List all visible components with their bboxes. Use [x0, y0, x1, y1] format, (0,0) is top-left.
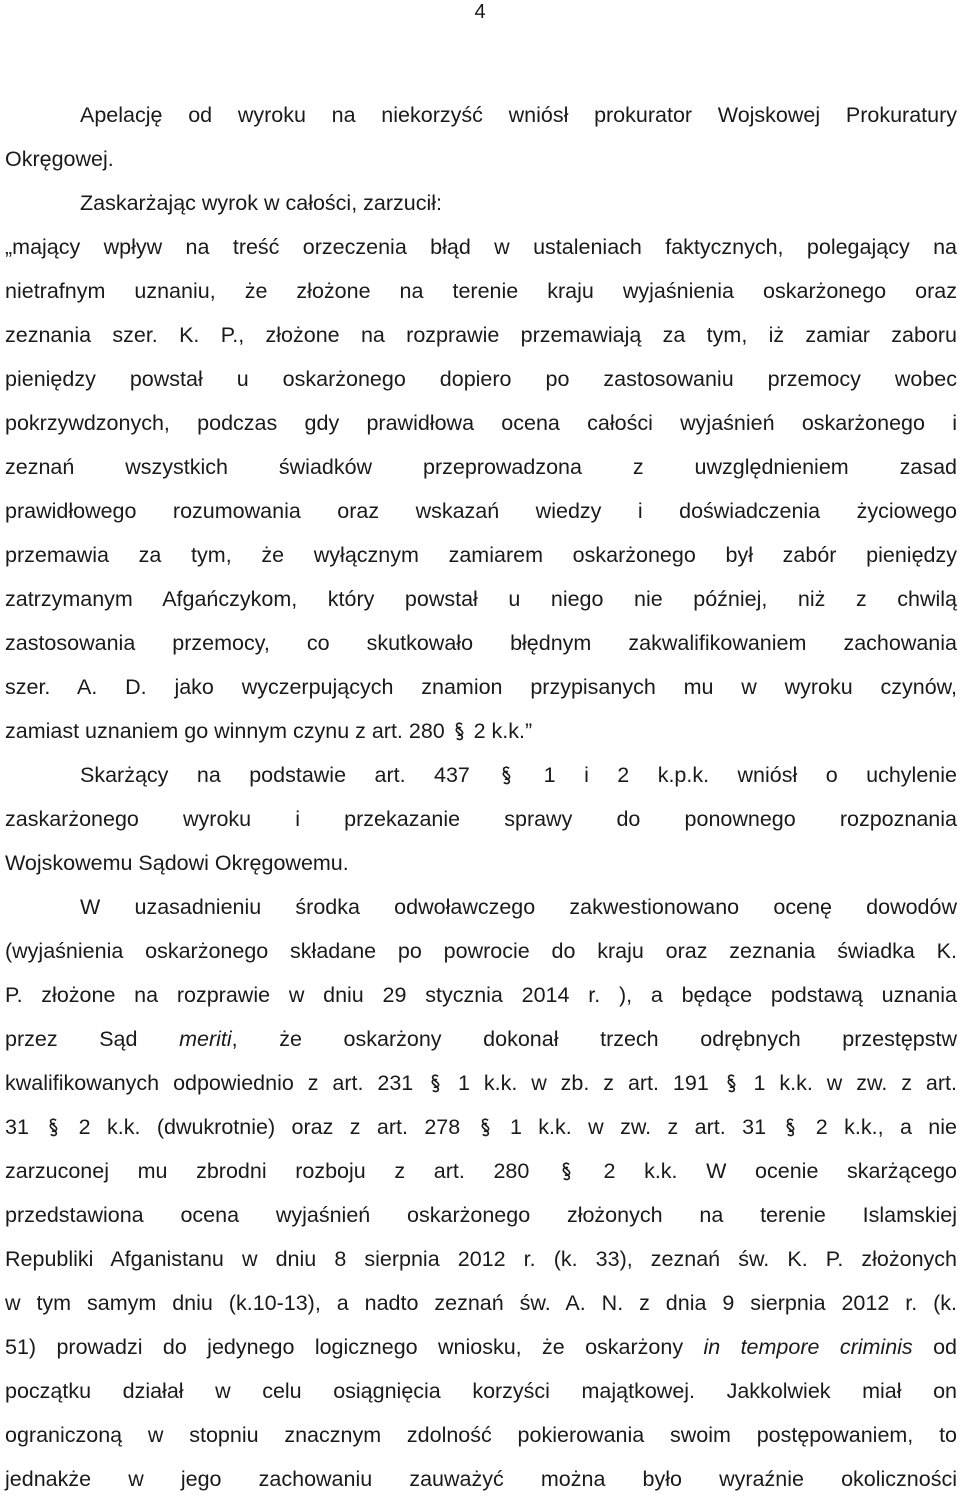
text-line: Okręgowej.: [5, 147, 114, 171]
text-segment: 1 k.k. w zw. z art.: [753, 1071, 957, 1095]
text-line: zaskarżonego wyroku i przekazanie sprawy do ponownego rozpoznania: [5, 807, 957, 831]
text-line: [5, 1112, 957, 1142]
text-segment: zamiast uznaniem go winnym czynu z art. 280: [5, 719, 445, 743]
section-sign-icon: [429, 1071, 442, 1096]
text-line: (wyjaśnienia oskarżonego składane po powrocie do kraju oraz zeznania świadka K.: [5, 939, 957, 963]
section-sign-icon: [500, 763, 513, 788]
text-line: zatrzymanym Afgańczykom, który powstał u niego nie później, niż z chwilą: [5, 587, 957, 611]
text-line: Apelację od wyroku na niekorzyść wniósł prokurator Wojskowej Prokuratury: [80, 103, 957, 127]
text-line: w tym samym dniu (k.10-13), a nadto zeznań św. A. N. z dnia 9 sierpnia 2012 r. (k.: [5, 1291, 957, 1315]
text-segment: 31: [5, 1115, 29, 1139]
italic-phrase: in tempore criminis: [703, 1335, 913, 1359]
text-segment: Skarżący na podstawie art. 437: [80, 763, 470, 787]
text-line: początku działał w celu osiągnięcia korzyści majątkowej. Jakkolwiek miał on: [5, 1379, 957, 1403]
page-number: 4: [474, 1, 486, 23]
section-sign-icon: [560, 1159, 573, 1184]
text-line: Zaskarżając wyrok w całości, zarzucił:: [80, 191, 443, 215]
text-line: zeznań wszystkich świadków przeprowadzona z uwzględnieniem zasad: [5, 455, 957, 479]
text-line: zeznania szer. K. P., złożone na rozprawie przemawiają za tym, iż zamiar zaboru: [5, 323, 957, 347]
text-line: ograniczoną w stopniu znacznym zdolność pokierowania swoim postępowaniem, to: [5, 1423, 957, 1447]
section-sign-icon: [784, 1115, 797, 1140]
text-line: W uzasadnieniu środka odwoławczego zakwestionowano ocenę dowodów: [80, 895, 957, 919]
text-line: [5, 716, 957, 746]
text-line: [5, 1024, 957, 1054]
text-line: [80, 760, 957, 790]
text-segment: , że oskarżony dokonał trzech odrębnych przestępstw: [231, 1027, 957, 1051]
text-segment: 51) prowadzi do jedynego logicznego wniosku, że oskarżony: [5, 1335, 704, 1359]
text-segment: 2 k.k. (dwukrotnie) oraz z art. 278: [78, 1115, 461, 1139]
text-line: prawidłowego rozumowania oraz wskazań wiedzy i doświadczenia życiowego: [5, 499, 957, 523]
text-segment: 2 k.k., a nie: [815, 1115, 957, 1139]
text-segment: kwalifikowanych odpowiednio z art. 231: [5, 1071, 414, 1095]
text-line: Wojskowemu Sądowi Okręgowemu.: [5, 851, 349, 875]
text-line: zastosowania przemocy, co skutkowało błędnym zakwalifikowaniem zachowania: [5, 631, 957, 655]
text-line: przemawia za tym, że wyłącznym zamiarem oskarżonego był zabór pieniędzy: [5, 543, 957, 567]
text-line: [5, 1068, 957, 1098]
section-sign-icon: [725, 1071, 738, 1096]
section-sign-icon: [479, 1115, 492, 1140]
text-line: szer. A. D. jako wyczerpujących znamion przypisanych mu w wyroku czynów,: [5, 675, 957, 699]
text-segment: zarzuconej mu zbrodni rozboju z art. 280: [5, 1159, 530, 1183]
text-line: Republiki Afganistanu w dniu 8 sierpnia 2012 r. (k. 33), zeznań św. K. P. złożonych: [5, 1247, 957, 1271]
text-segment: 1 k.k. w zw. z art. 31: [509, 1115, 767, 1139]
text-segment: 2 k.k.”: [473, 719, 533, 743]
text-segment: 2 k.k. W ocenie skarżącego: [603, 1159, 957, 1183]
text-segment: przez Sąd: [5, 1027, 180, 1051]
text-segment: od: [912, 1335, 957, 1359]
text-line: P. złożone na rozprawie w dniu 29 stycznia 2014 r. ), a będące podstawą uznania: [5, 983, 957, 1007]
text-line: nietrafnym uznaniu, że złożone na terenie kraju wyjaśnienia oskarżonego oraz: [5, 279, 957, 303]
text-line: jednakże w jego zachowaniu zauważyć można było wyraźnie okoliczności: [5, 1467, 957, 1491]
text-line: [5, 1332, 957, 1362]
text-line: [5, 1156, 957, 1186]
section-sign-icon: [453, 719, 466, 744]
text-line: przedstawiona ocena wyjaśnień oskarżonego złożonych na terenie Islamskiej: [5, 1203, 957, 1227]
text-segment: 1 k.k. w zb. z art. 191: [457, 1071, 709, 1095]
italic-phrase: meriti: [179, 1027, 232, 1051]
text-line: pokrzywdzonych, podczas gdy prawidłowa ocena całości wyjaśnień oskarżonego i: [5, 411, 957, 435]
section-sign-icon: [47, 1115, 60, 1140]
text-segment: 1 i 2 k.p.k. wniósł o uchylenie: [543, 763, 957, 787]
text-line: „mający wpływ na treść orzeczenia błąd w ustaleniach faktycznych, polegający na: [5, 235, 957, 259]
text-line: pieniędzy powstał u oskarżonego dopiero po zastosowaniu przemocy wobec: [5, 367, 957, 391]
